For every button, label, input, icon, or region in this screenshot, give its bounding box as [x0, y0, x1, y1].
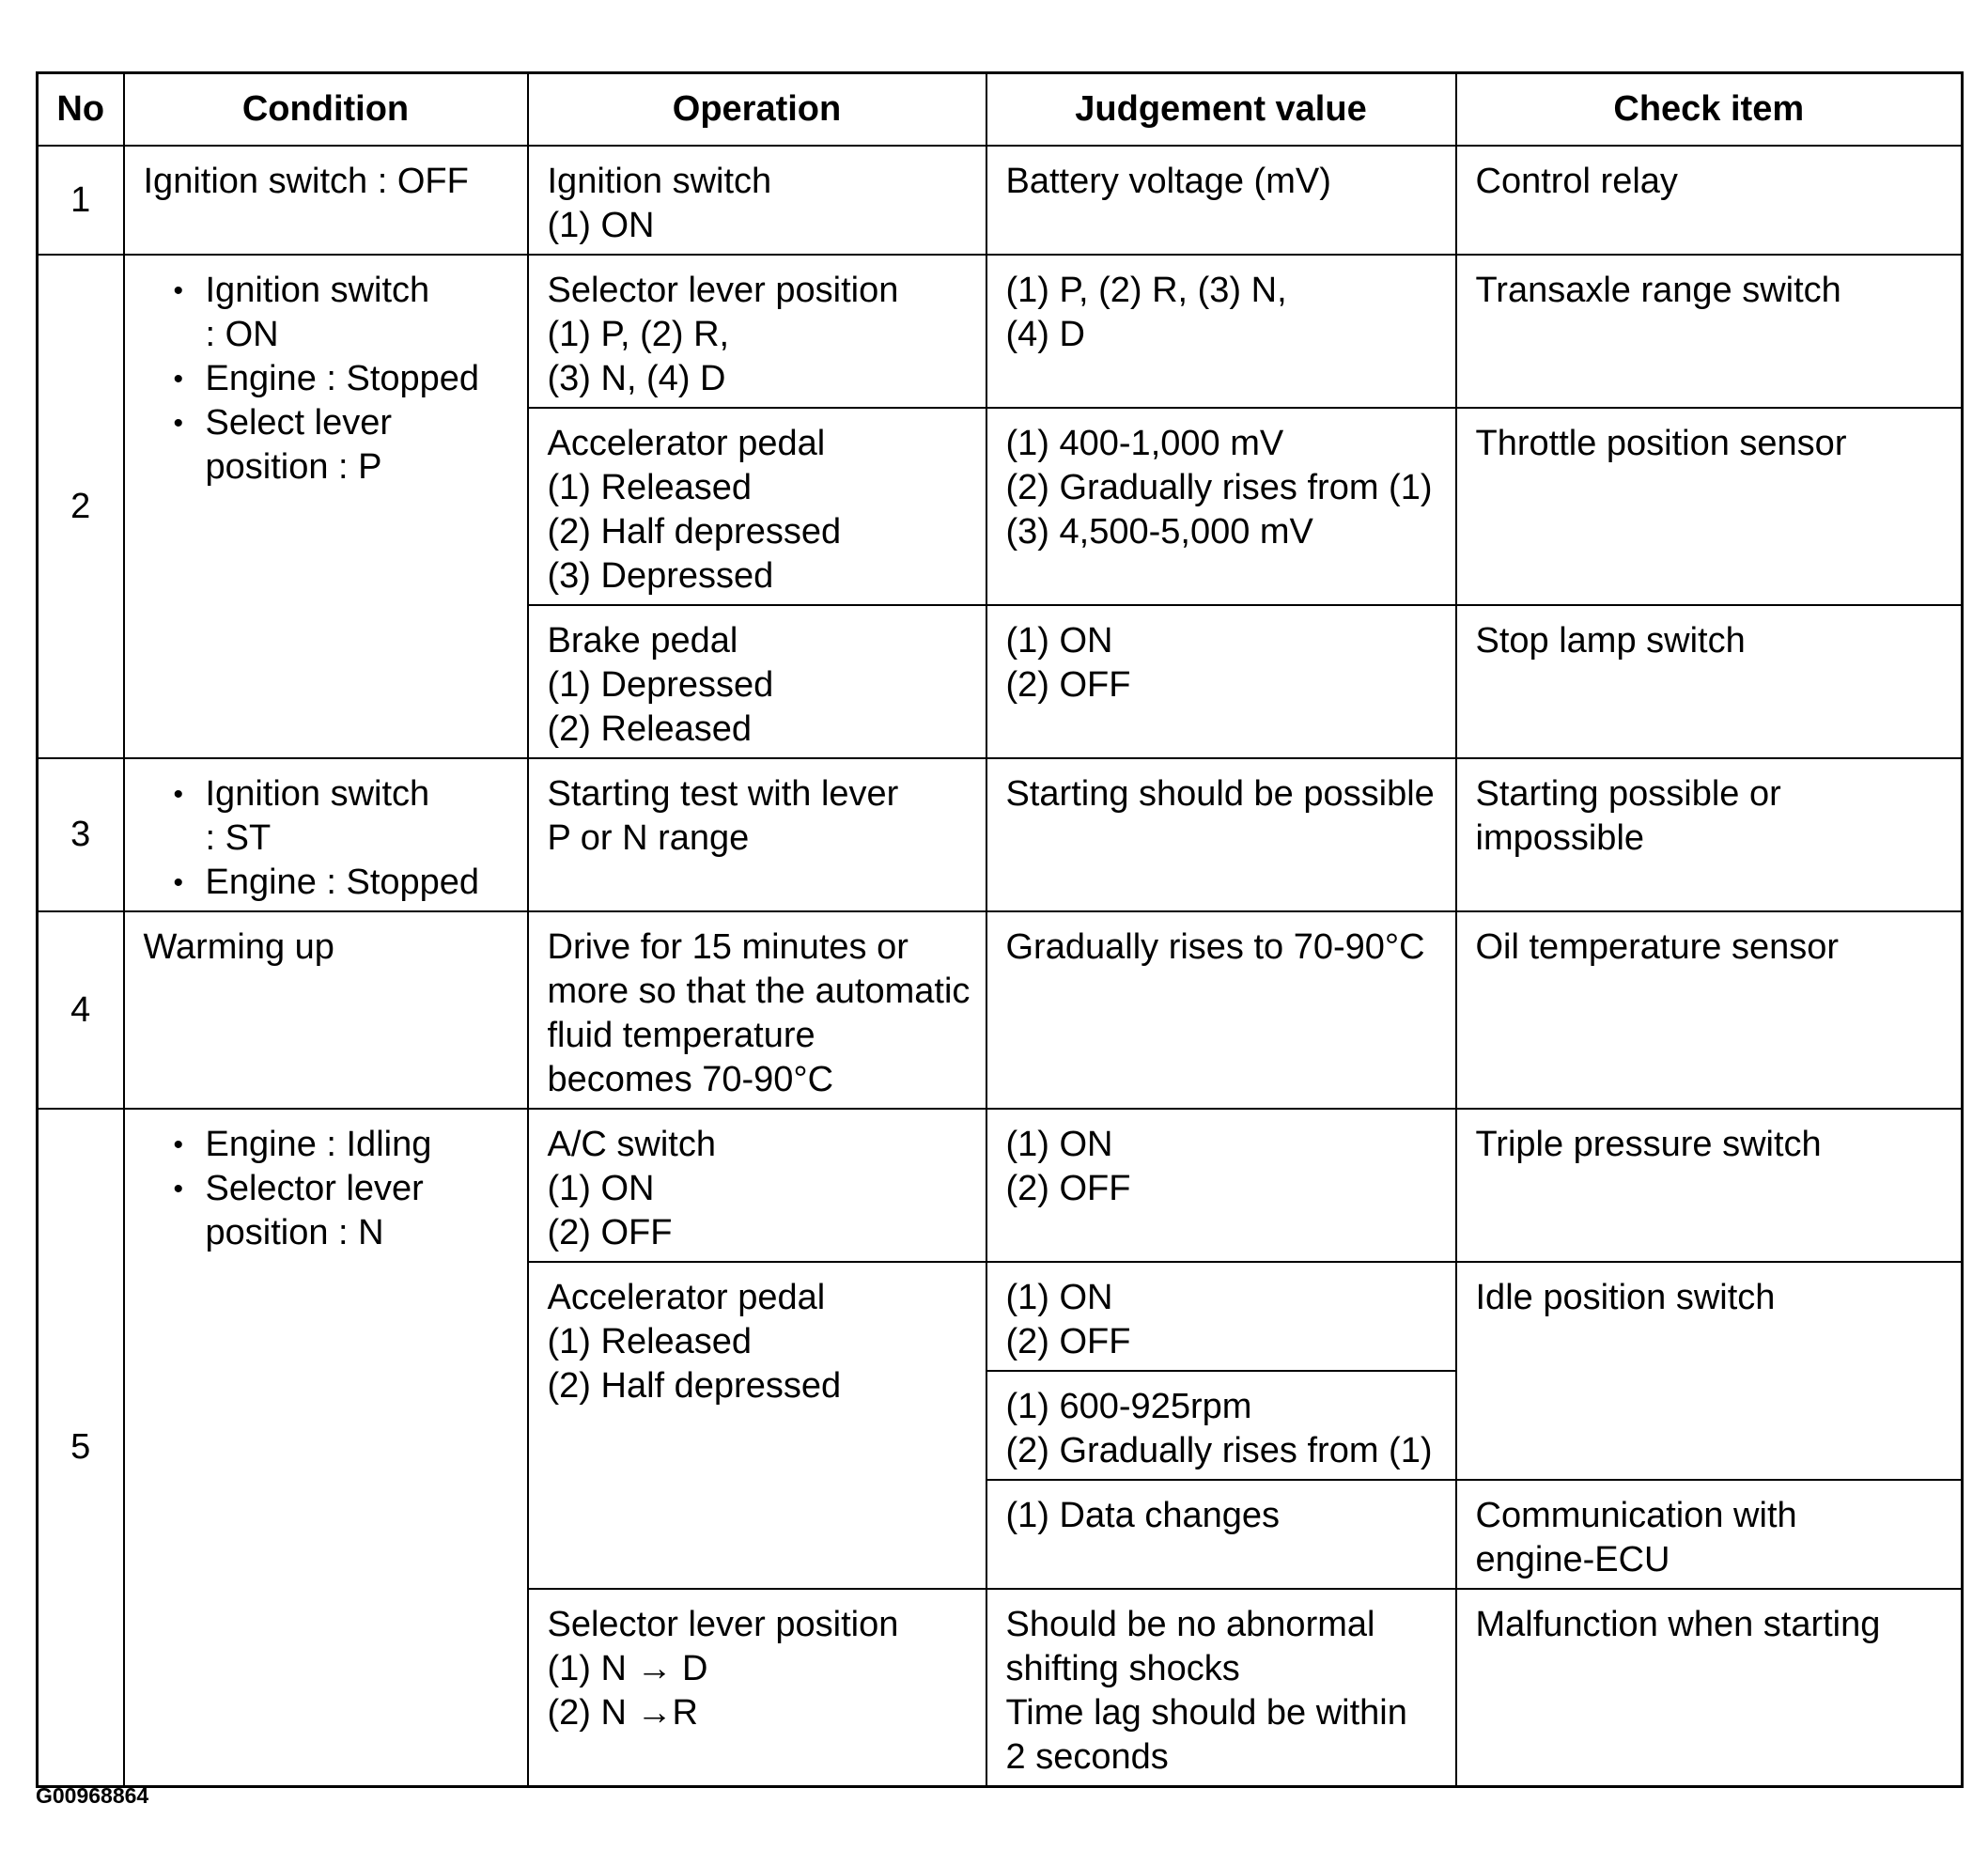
header-operation: Operation: [528, 73, 986, 147]
check-line: impossible: [1475, 818, 1645, 858]
operation-line: Brake pedal: [547, 621, 738, 661]
judgement-line: (2) OFF: [1005, 1169, 1131, 1208]
judgement-cell: [986, 1480, 1456, 1589]
judgement-line: (1) Data changes: [1005, 1496, 1280, 1535]
condition-list: [144, 772, 510, 905]
judgement-line: (2) Gradually rises from (1): [1005, 1431, 1433, 1470]
condition-cell: [124, 255, 528, 758]
operation-line: (2) Half depressed: [547, 1366, 842, 1406]
row-number: 1: [38, 146, 124, 255]
judgement-line: (1) P, (2) R, (3) N,: [1005, 271, 1287, 310]
operation-line: (1) P, (2) R,: [547, 315, 730, 354]
judgement-line: (2) OFF: [1005, 665, 1131, 705]
judgement-cell: [986, 1109, 1456, 1262]
check-cell: [1456, 1262, 1963, 1480]
check-cell: [1456, 1480, 1963, 1589]
check-line: Communication with: [1475, 1496, 1797, 1535]
check-line: engine-ECU: [1475, 1540, 1670, 1579]
condition-item: • Selector lever position : N: [206, 1167, 510, 1255]
judgement-cell: [986, 255, 1456, 408]
row-number: 5: [38, 1109, 124, 1787]
check-line: Transaxle range switch: [1475, 271, 1841, 310]
operation-line: Starting test with lever: [547, 774, 899, 814]
header-judgement-value: Judgement value: [986, 73, 1456, 147]
operation-cell: [528, 758, 986, 911]
check-cell: [1456, 255, 1963, 408]
judgement-cell: [986, 1371, 1456, 1480]
operation-cell: [528, 605, 986, 758]
judgement-line: (1) ON: [1005, 621, 1113, 661]
operation-cell: [528, 1262, 986, 1589]
judgement-line: (1) 600-925rpm: [1005, 1387, 1252, 1426]
table-row: [38, 146, 1963, 255]
check-line: Stop lamp switch: [1475, 621, 1746, 661]
check-line: Triple pressure switch: [1475, 1125, 1822, 1164]
operation-line: (1) ON: [547, 1169, 655, 1208]
operation-line: Selector lever position: [547, 271, 899, 310]
operation-cell: [528, 146, 986, 255]
judgement-line: (2) Gradually rises from (1): [1005, 468, 1433, 507]
check-line: Idle position switch: [1475, 1278, 1776, 1317]
operation-line: Drive for 15 minutes or: [547, 927, 909, 967]
check-cell: [1456, 605, 1963, 758]
check-line: Control relay: [1475, 162, 1678, 201]
condition-item: • Ignition switch : ON: [206, 269, 510, 357]
judgement-line: (3) 4,500-5,000 mV: [1005, 512, 1313, 552]
diagnostic-table: [36, 71, 1964, 1788]
judgement-line: Battery voltage (mV): [1005, 162, 1331, 201]
header-condition: Condition: [124, 73, 528, 147]
table-row: [38, 911, 1963, 1109]
operation-line: Accelerator pedal: [547, 1278, 826, 1317]
row-number: 2: [38, 255, 124, 758]
judgement-line: Starting should be possible: [1005, 774, 1435, 814]
operation-line: (3) Depressed: [547, 556, 774, 596]
condition-cell: [124, 758, 528, 911]
condition-cell: [124, 1109, 528, 1787]
operation-line: (2) Half depressed: [547, 512, 842, 552]
table-row: [38, 758, 1963, 911]
row-number: 4: [38, 911, 124, 1109]
judgement-cell: [986, 758, 1456, 911]
judgement-line: (2) OFF: [1005, 1322, 1131, 1361]
operation-cell: [528, 408, 986, 605]
judgement-cell: [986, 146, 1456, 255]
condition-item: • Ignition switch : ST: [206, 772, 510, 861]
condition-cell: [124, 146, 528, 255]
judgement-line: (1) ON: [1005, 1278, 1113, 1317]
check-cell: [1456, 146, 1963, 255]
check-cell: [1456, 1589, 1963, 1787]
operation-cell: [528, 255, 986, 408]
operation-line: (1) Depressed: [547, 665, 774, 705]
operation-line: (1) ON: [547, 206, 655, 245]
judgement-line: shifting shocks: [1005, 1649, 1240, 1688]
operation-line: (1) Released: [547, 468, 753, 507]
judgement-line: (4) D: [1005, 315, 1085, 354]
judgement-cell: [986, 1589, 1456, 1787]
operation-line: (2) N →R: [547, 1693, 698, 1733]
condition-text: Ignition switch : OFF: [143, 162, 469, 201]
operation-line: (1) Released: [547, 1322, 753, 1361]
condition-item: • Engine : Stopped: [206, 861, 510, 905]
condition-list: [144, 269, 510, 490]
check-line: Malfunction when starting: [1475, 1605, 1881, 1644]
check-line: Oil temperature sensor: [1475, 927, 1839, 967]
judgement-line: Time lag should be within: [1005, 1693, 1407, 1733]
judgement-line: (1) ON: [1005, 1125, 1113, 1164]
judgement-line: 2 seconds: [1005, 1737, 1169, 1777]
operation-line: (2) OFF: [547, 1213, 673, 1252]
condition-item: • Engine : Idling: [206, 1123, 510, 1167]
operation-cell: [528, 911, 986, 1109]
check-cell: [1456, 911, 1963, 1109]
judgement-cell: [986, 1262, 1456, 1371]
operation-line: A/C switch: [547, 1125, 716, 1164]
judgement-line: Gradually rises to 70-90°C: [1005, 927, 1425, 967]
operation-line: Accelerator pedal: [547, 424, 826, 463]
condition-item: • Select lever position : P: [206, 401, 510, 490]
table-row: [38, 255, 1963, 408]
judgement-line: (1) 400-1,000 mV: [1005, 424, 1284, 463]
operation-line: (3) N, (4) D: [547, 359, 726, 398]
header-check-item: Check item: [1456, 73, 1963, 147]
header-no: No: [38, 73, 124, 147]
condition-cell: [124, 911, 528, 1109]
check-cell: [1456, 408, 1963, 605]
table-row: [38, 1109, 1963, 1262]
operation-line: (1) N → D: [547, 1649, 708, 1688]
operation-line: fluid temperature: [547, 1016, 815, 1055]
judgement-line: Should be no abnormal: [1005, 1605, 1375, 1644]
judgement-cell: [986, 911, 1456, 1109]
operation-line: Selector lever position: [547, 1605, 899, 1644]
operation-cell: [528, 1109, 986, 1262]
operation-line: Ignition switch: [547, 162, 772, 201]
judgement-cell: [986, 408, 1456, 605]
operation-cell: [528, 1589, 986, 1787]
judgement-cell: [986, 605, 1456, 758]
operation-line: becomes 70-90°C: [547, 1060, 834, 1099]
check-cell: [1456, 758, 1963, 911]
operation-line: (2) Released: [547, 709, 753, 749]
condition-item: • Engine : Stopped: [206, 357, 510, 401]
condition-list: [144, 1123, 510, 1255]
check-line: Starting possible or: [1475, 774, 1781, 814]
operation-line: P or N range: [547, 818, 750, 858]
check-line: Throttle position sensor: [1475, 424, 1847, 463]
figure-id: G00968864: [36, 1783, 149, 1808]
check-cell: [1456, 1109, 1963, 1262]
header-row: [38, 73, 1963, 147]
operation-line: more so that the automatic: [547, 972, 971, 1011]
condition-text: Warming up: [143, 927, 334, 967]
row-number: 3: [38, 758, 124, 911]
